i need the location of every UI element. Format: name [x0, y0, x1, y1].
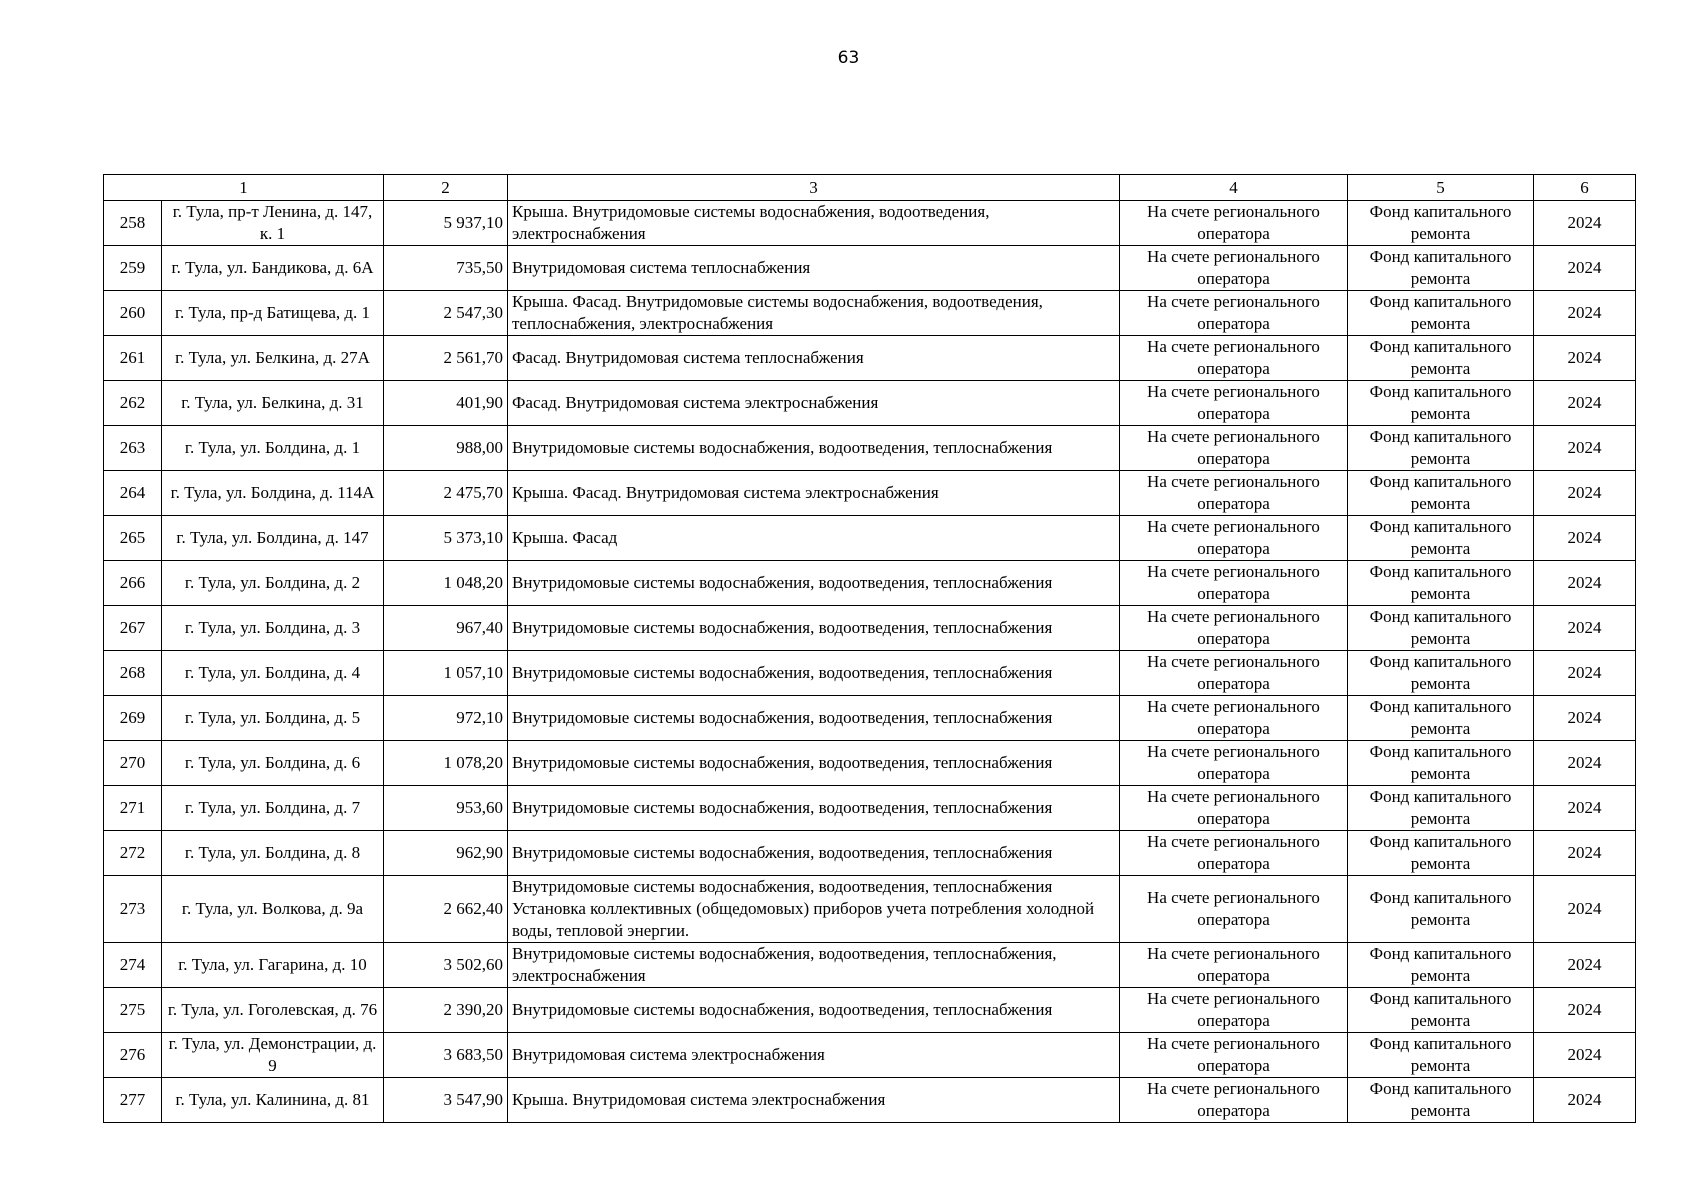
address-cell: г. Тула, ул. Калинина, д. 81 — [162, 1078, 384, 1123]
row-number: 267 — [104, 606, 162, 651]
work-type-cell: Крыша. Фасад. Внутридомовые системы водоснабжения, водоотведения, теплоснабжения, электроснабжения — [508, 291, 1120, 336]
address-cell: г. Тула, ул. Болдина, д. 147 — [162, 516, 384, 561]
fund-location-cell: На счете регионального оператора — [1120, 381, 1348, 426]
fund-location-cell: На счете регионального оператора — [1120, 786, 1348, 831]
table-row — [104, 606, 1636, 651]
table-row — [104, 831, 1636, 876]
area-cell: 972,10 — [384, 696, 508, 741]
fund-location-cell: На счете регионального оператора — [1120, 876, 1348, 943]
row-number: 259 — [104, 246, 162, 291]
year-cell: 2024 — [1534, 1033, 1636, 1078]
funding-source-cell: Фонд капитального ремонта — [1348, 651, 1534, 696]
row-number: 263 — [104, 426, 162, 471]
column-header-6: 6 — [1534, 175, 1636, 201]
row-number: 265 — [104, 516, 162, 561]
fund-location-cell: На счете регионального оператора — [1120, 1033, 1348, 1078]
year-cell: 2024 — [1534, 561, 1636, 606]
fund-location-cell: На счете регионального оператора — [1120, 988, 1348, 1033]
funding-source-cell: Фонд капитального ремонта — [1348, 1078, 1534, 1123]
row-number: 277 — [104, 1078, 162, 1123]
area-cell: 3 547,90 — [384, 1078, 508, 1123]
fund-location-cell: На счете регионального оператора — [1120, 471, 1348, 516]
row-number: 270 — [104, 741, 162, 786]
column-header-3: 3 — [508, 175, 1120, 201]
fund-location-cell: На счете регионального оператора — [1120, 426, 1348, 471]
year-cell: 2024 — [1534, 943, 1636, 988]
column-header-1: 1 — [104, 175, 384, 201]
repair-schedule-table — [103, 174, 1636, 1123]
fund-location-cell: На счете регионального оператора — [1120, 696, 1348, 741]
work-type-cell: Внутридомовые системы водоснабжения, водоотведения, теплоснабжения, электроснабжения — [508, 943, 1120, 988]
year-cell: 2024 — [1534, 606, 1636, 651]
area-cell: 967,40 — [384, 606, 508, 651]
funding-source-cell: Фонд капитального ремонта — [1348, 606, 1534, 651]
work-type-cell: Внутридомовые системы водоснабжения, водоотведения, теплоснабжения — [508, 696, 1120, 741]
area-cell: 2 561,70 — [384, 336, 508, 381]
fund-location-cell: На счете регионального оператора — [1120, 516, 1348, 561]
address-cell: г. Тула, ул. Болдина, д. 2 — [162, 561, 384, 606]
area-cell: 962,90 — [384, 831, 508, 876]
year-cell: 2024 — [1534, 651, 1636, 696]
table-row — [104, 876, 1636, 943]
year-cell: 2024 — [1534, 1078, 1636, 1123]
work-type-cell: Внутридомовые системы водоснабжения, водоотведения, теплоснабжения — [508, 741, 1120, 786]
area-cell: 1 057,10 — [384, 651, 508, 696]
year-cell: 2024 — [1534, 291, 1636, 336]
area-cell: 1 048,20 — [384, 561, 508, 606]
year-cell: 2024 — [1534, 381, 1636, 426]
year-cell: 2024 — [1534, 246, 1636, 291]
area-cell: 2 662,40 — [384, 876, 508, 943]
funding-source-cell: Фонд капитального ремонта — [1348, 246, 1534, 291]
row-number: 268 — [104, 651, 162, 696]
fund-location-cell: На счете регионального оператора — [1120, 606, 1348, 651]
funding-source-cell: Фонд капитального ремонта — [1348, 741, 1534, 786]
funding-source-cell: Фонд капитального ремонта — [1348, 786, 1534, 831]
funding-source-cell: Фонд капитального ремонта — [1348, 336, 1534, 381]
fund-location-cell: На счете регионального оператора — [1120, 561, 1348, 606]
work-type-cell: Внутридомовая система теплоснабжения — [508, 246, 1120, 291]
work-type-cell: Фасад. Внутридомовая система теплоснабжения — [508, 336, 1120, 381]
funding-source-cell: Фонд капитального ремонта — [1348, 876, 1534, 943]
area-cell: 401,90 — [384, 381, 508, 426]
work-type-cell: Внутридомовые системы водоснабжения, водоотведения, теплоснабжения — [508, 426, 1120, 471]
table-row — [104, 201, 1636, 246]
area-cell: 2 547,30 — [384, 291, 508, 336]
year-cell: 2024 — [1534, 336, 1636, 381]
row-number: 269 — [104, 696, 162, 741]
year-cell: 2024 — [1534, 988, 1636, 1033]
area-cell: 735,50 — [384, 246, 508, 291]
work-type-cell: Крыша. Фасад — [508, 516, 1120, 561]
work-type-cell: Внутридомовые системы водоснабжения, водоотведения, теплоснабжения — [508, 786, 1120, 831]
row-number: 276 — [104, 1033, 162, 1078]
table-row — [104, 651, 1636, 696]
area-cell: 953,60 — [384, 786, 508, 831]
table-row — [104, 1078, 1636, 1123]
work-type-cell: Фасад. Внутридомовая система электроснабжения — [508, 381, 1120, 426]
address-cell: г. Тула, пр-т Ленина, д. 147, к. 1 — [162, 201, 384, 246]
fund-location-cell: На счете регионального оператора — [1120, 651, 1348, 696]
table-row — [104, 291, 1636, 336]
row-number: 274 — [104, 943, 162, 988]
address-cell: г. Тула, ул. Болдина, д. 3 — [162, 606, 384, 651]
area-cell: 1 078,20 — [384, 741, 508, 786]
row-number: 264 — [104, 471, 162, 516]
address-cell: г. Тула, ул. Волкова, д. 9а — [162, 876, 384, 943]
funding-source-cell: Фонд капитального ремонта — [1348, 831, 1534, 876]
address-cell: г. Тула, ул. Белкина, д. 27А — [162, 336, 384, 381]
address-cell: г. Тула, ул. Болдина, д. 5 — [162, 696, 384, 741]
fund-location-cell: На счете регионального оператора — [1120, 831, 1348, 876]
address-cell: г. Тула, ул. Болдина, д. 1 — [162, 426, 384, 471]
area-cell: 5 373,10 — [384, 516, 508, 561]
row-number: 272 — [104, 831, 162, 876]
address-cell: г. Тула, ул. Болдина, д. 114А — [162, 471, 384, 516]
work-type-cell: Внутридомовые системы водоснабжения, водоотведения, теплоснабжения — [508, 831, 1120, 876]
table-row — [104, 426, 1636, 471]
year-cell: 2024 — [1534, 741, 1636, 786]
table-row — [104, 471, 1636, 516]
table-row — [104, 246, 1636, 291]
year-cell: 2024 — [1534, 201, 1636, 246]
fund-location-cell: На счете регионального оператора — [1120, 246, 1348, 291]
table-row — [104, 943, 1636, 988]
row-number: 271 — [104, 786, 162, 831]
column-header-5: 5 — [1348, 175, 1534, 201]
work-type-cell: Внутридомовые системы водоснабжения, водоотведения, теплоснабжения — [508, 606, 1120, 651]
table-row — [104, 516, 1636, 561]
funding-source-cell: Фонд капитального ремонта — [1348, 561, 1534, 606]
address-cell: г. Тула, ул. Болдина, д. 4 — [162, 651, 384, 696]
fund-location-cell: На счете регионального оператора — [1120, 1078, 1348, 1123]
table-row — [104, 988, 1636, 1033]
address-cell: г. Тула, ул. Белкина, д. 31 — [162, 381, 384, 426]
fund-location-cell: На счете регионального оператора — [1120, 943, 1348, 988]
table-row — [104, 1033, 1636, 1078]
row-number: 275 — [104, 988, 162, 1033]
funding-source-cell: Фонд капитального ремонта — [1348, 426, 1534, 471]
row-number: 273 — [104, 876, 162, 943]
year-cell: 2024 — [1534, 516, 1636, 561]
address-cell: г. Тула, ул. Гагарина, д. 10 — [162, 943, 384, 988]
address-cell: г. Тула, ул. Демонстрации, д. 9 — [162, 1033, 384, 1078]
work-type-cell: Крыша. Внутридомовая система электроснабжения — [508, 1078, 1120, 1123]
funding-source-cell: Фонд капитального ремонта — [1348, 201, 1534, 246]
row-number: 262 — [104, 381, 162, 426]
funding-source-cell: Фонд капитального ремонта — [1348, 943, 1534, 988]
area-cell: 2 475,70 — [384, 471, 508, 516]
fund-location-cell: На счете регионального оператора — [1120, 336, 1348, 381]
address-cell: г. Тула, ул. Гоголевская, д. 76 — [162, 988, 384, 1033]
funding-source-cell: Фонд капитального ремонта — [1348, 291, 1534, 336]
funding-source-cell: Фонд капитального ремонта — [1348, 1033, 1534, 1078]
area-cell: 2 390,20 — [384, 988, 508, 1033]
funding-source-cell: Фонд капитального ремонта — [1348, 471, 1534, 516]
address-cell: г. Тула, ул. Болдина, д. 7 — [162, 786, 384, 831]
table-body — [104, 201, 1636, 1123]
table-row — [104, 786, 1636, 831]
year-cell: 2024 — [1534, 426, 1636, 471]
area-cell: 3 683,50 — [384, 1033, 508, 1078]
address-cell: г. Тула, пр-д Батищева, д. 1 — [162, 291, 384, 336]
work-type-cell: Внутридомовые системы водоснабжения, водоотведения, теплоснабжения — [508, 651, 1120, 696]
work-type-cell: Внутридомовые системы водоснабжения, водоотведения, теплоснабжения — [508, 988, 1120, 1033]
address-cell: г. Тула, ул. Болдина, д. 6 — [162, 741, 384, 786]
area-cell: 988,00 — [384, 426, 508, 471]
table-row — [104, 696, 1636, 741]
year-cell: 2024 — [1534, 786, 1636, 831]
year-cell: 2024 — [1534, 831, 1636, 876]
area-cell: 5 937,10 — [384, 201, 508, 246]
column-header-2: 2 — [384, 175, 508, 201]
funding-source-cell: Фонд капитального ремонта — [1348, 988, 1534, 1033]
year-cell: 2024 — [1534, 471, 1636, 516]
page-number: 63 — [837, 48, 860, 68]
fund-location-cell: На счете регионального оператора — [1120, 291, 1348, 336]
column-header-4: 4 — [1120, 175, 1348, 201]
year-cell: 2024 — [1534, 876, 1636, 943]
table-row — [104, 741, 1636, 786]
address-cell: г. Тула, ул. Бандикова, д. 6А — [162, 246, 384, 291]
table-row — [104, 381, 1636, 426]
row-number: 261 — [104, 336, 162, 381]
funding-source-cell: Фонд капитального ремонта — [1348, 516, 1534, 561]
row-number: 266 — [104, 561, 162, 606]
row-number: 260 — [104, 291, 162, 336]
work-type-cell: Крыша. Фасад. Внутридомовая система электроснабжения — [508, 471, 1120, 516]
row-number: 258 — [104, 201, 162, 246]
work-type-cell: Внутридомовые системы водоснабжения, водоотведения, теплоснабжения — [508, 561, 1120, 606]
funding-source-cell: Фонд капитального ремонта — [1348, 381, 1534, 426]
fund-location-cell: На счете регионального оператора — [1120, 201, 1348, 246]
address-cell: г. Тула, ул. Болдина, д. 8 — [162, 831, 384, 876]
work-type-cell: Внутридомовая система электроснабжения — [508, 1033, 1120, 1078]
work-type-cell: Крыша. Внутридомовые системы водоснабжения, водоотведения, электроснабжения — [508, 201, 1120, 246]
funding-source-cell: Фонд капитального ремонта — [1348, 696, 1534, 741]
table-row — [104, 561, 1636, 606]
year-cell: 2024 — [1534, 696, 1636, 741]
work-type-cell: Внутридомовые системы водоснабжения, водоотведения, теплоснабжения Установка коллективных (общедомовых) приборов учета потребления холодной воды, тепловой энергии. — [508, 876, 1120, 943]
table-row — [104, 336, 1636, 381]
area-cell: 3 502,60 — [384, 943, 508, 988]
header-row — [104, 175, 1636, 201]
fund-location-cell: На счете регионального оператора — [1120, 741, 1348, 786]
